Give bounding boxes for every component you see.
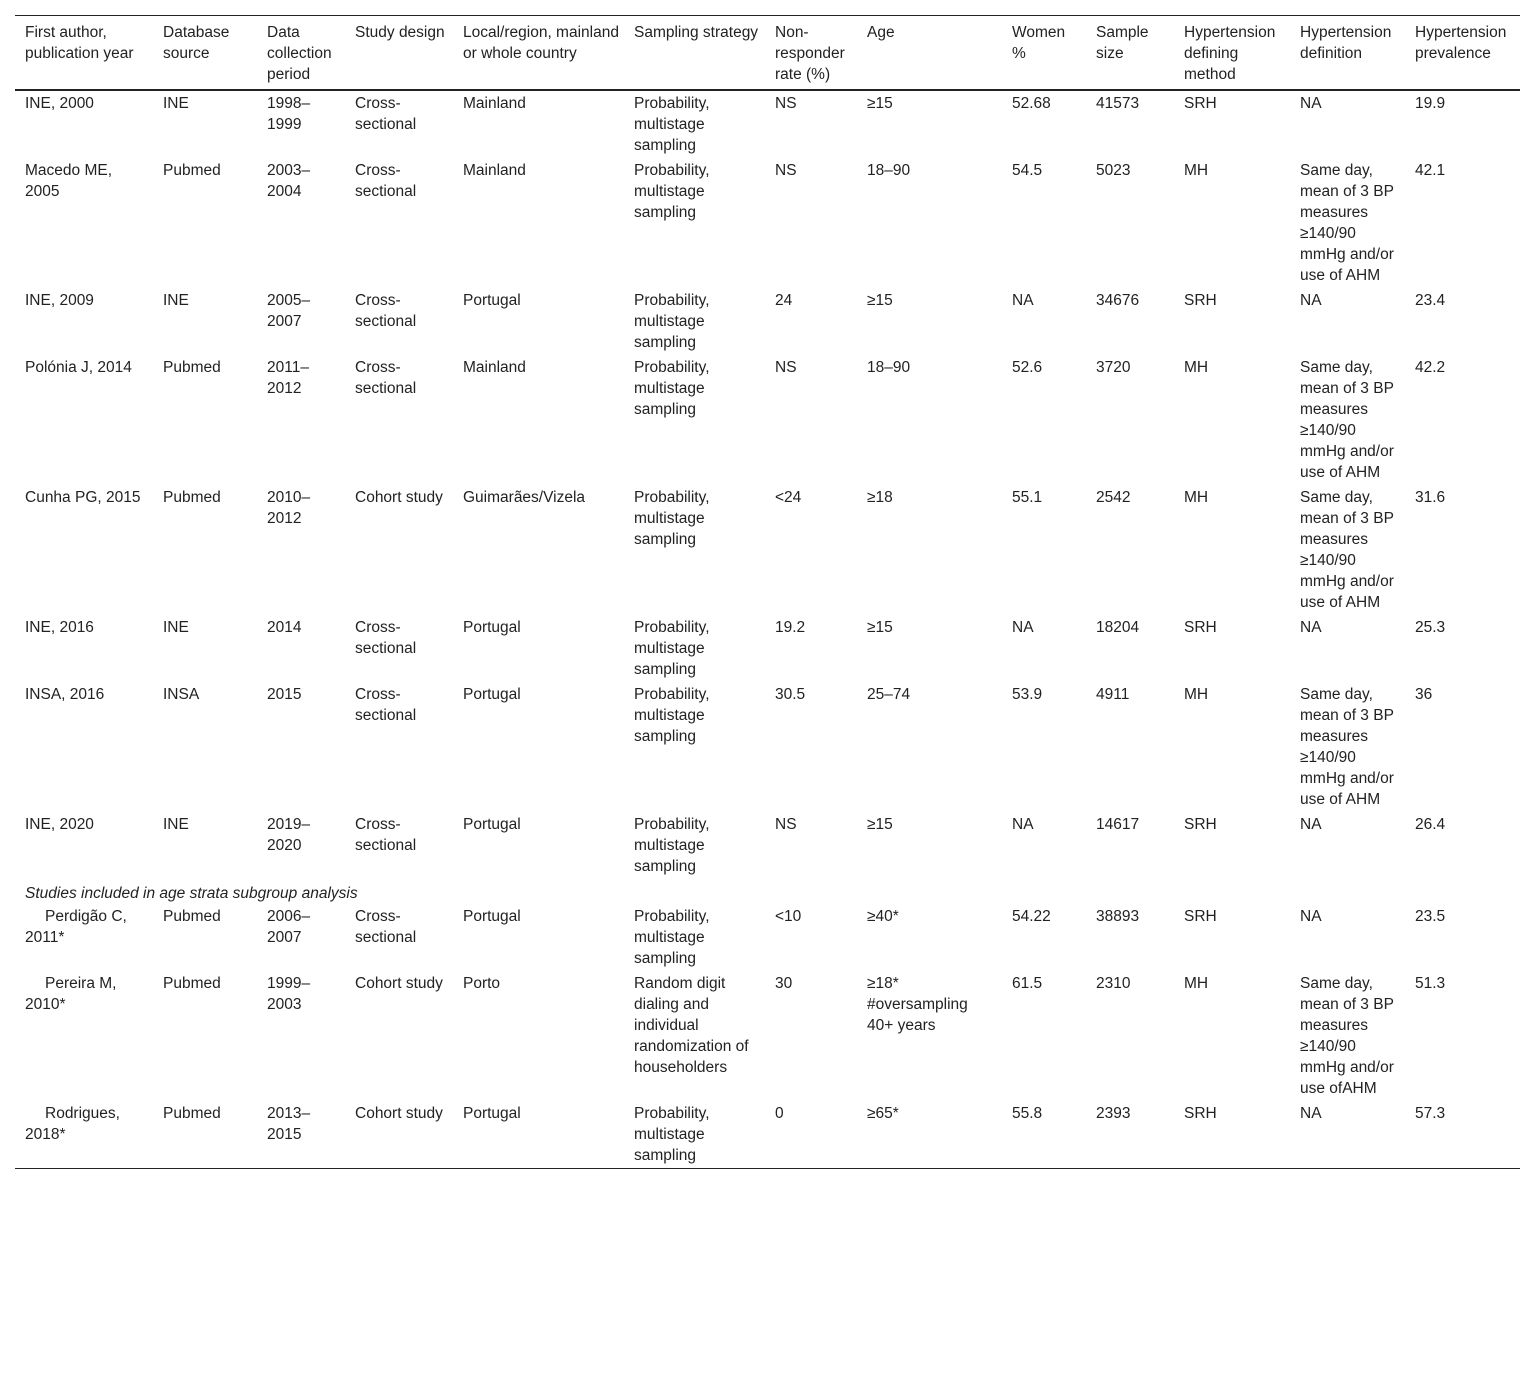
table-cell: <10 — [775, 908, 802, 925]
table-row — [15, 288, 1520, 355]
table-row — [15, 812, 1520, 879]
table-cell: 51.3 — [1415, 975, 1446, 992]
table-cell — [15, 971, 153, 1101]
table-body — [15, 90, 1520, 1169]
table-cell: Cross-sectional — [355, 162, 417, 200]
column-header: Hypertension prevalence — [1415, 24, 1507, 62]
table-cell: Portugal — [463, 1105, 521, 1122]
table-cell: Pubmed — [163, 162, 221, 179]
table-cell: SRH — [1184, 95, 1217, 112]
table-cell: INE, 2000 — [25, 95, 94, 112]
table-cell: Same day, mean of 3 BP measures ≥140/90 mmHg and/or use of AHM — [1300, 359, 1394, 481]
table-cell: Mainland — [463, 162, 526, 179]
table-row — [15, 1101, 1520, 1169]
table-cell: Random digit dialing and individual randomization of householders — [634, 975, 749, 1076]
subgroup-heading-row — [15, 879, 1520, 904]
table-cell: 23.4 — [1415, 292, 1446, 309]
column-header: First author, publication year — [25, 24, 134, 62]
table-cell: NS — [775, 95, 797, 112]
table-cell: INE — [163, 292, 189, 309]
table-row — [15, 485, 1520, 615]
table-cell: Same day, mean of 3 BP measures ≥140/90 mmHg and/or use of AHM — [1300, 686, 1394, 808]
table-cell: Same day, mean of 3 BP measures ≥140/90 mmHg and/or use of AHM — [1300, 489, 1394, 611]
table-cell: Portugal — [463, 619, 521, 636]
subgroup-heading: Studies included in age strata subgroup analysis — [25, 885, 358, 902]
table-cell: ≥65* — [867, 1105, 899, 1122]
table-cell: 0 — [775, 1105, 784, 1122]
table-cell: 55.1 — [1012, 489, 1043, 506]
table-cell: NA — [1300, 292, 1322, 309]
table-cell: NA — [1300, 95, 1322, 112]
table-cell: 1998–1999 — [267, 95, 311, 133]
table-cell: MH — [1184, 975, 1209, 992]
table-cell: 23.5 — [1415, 908, 1446, 925]
table-cell: Probability, multistage sampling — [634, 686, 710, 745]
table-cell: MH — [1184, 359, 1209, 376]
table-cell: 2015 — [267, 686, 302, 703]
table-cell: Mainland — [463, 359, 526, 376]
table-cell: Portugal — [463, 908, 521, 925]
table-row — [15, 615, 1520, 682]
table-cell: Mainland — [463, 95, 526, 112]
table-cell: ≥18* #oversampling 40+ years — [867, 975, 968, 1034]
table-cell: INE, 2020 — [25, 816, 94, 833]
table-cell: 34676 — [1096, 292, 1140, 309]
table-cell: 52.68 — [1012, 95, 1051, 112]
column-header: Sampling strategy — [634, 24, 759, 41]
table-cell: Portugal — [463, 686, 521, 703]
table-cell: 61.5 — [1012, 975, 1043, 992]
column-header: Non-responder rate (%) — [775, 24, 845, 83]
table-cell: Probability, multistage sampling — [634, 489, 710, 548]
table-cell: Cross-sectional — [355, 908, 417, 946]
table-cell: NA — [1300, 1105, 1322, 1122]
column-header: Database source — [163, 24, 230, 62]
table-cell: INSA — [163, 686, 200, 703]
table-cell: INE, 2009 — [25, 292, 94, 309]
table-row — [15, 355, 1520, 485]
table-cell: Cross-sectional — [355, 359, 417, 397]
table-cell: 14617 — [1096, 816, 1140, 833]
column-header: Age — [867, 24, 895, 41]
table-cell: NA — [1012, 292, 1034, 309]
table-cell: Cohort study — [355, 1105, 443, 1122]
table-cell: MH — [1184, 489, 1209, 506]
table-cell: NA — [1012, 816, 1034, 833]
table-cell: SRH — [1184, 816, 1217, 833]
table-cell: Pubmed — [163, 908, 221, 925]
table-cell: Pubmed — [163, 1105, 221, 1122]
table-cell: Cross-sectional — [355, 292, 417, 330]
table-cell: 2014 — [267, 619, 302, 636]
table-cell: 19.2 — [775, 619, 806, 636]
table-cell: 54.5 — [1012, 162, 1043, 179]
table-cell: 3720 — [1096, 359, 1131, 376]
table-cell: NA — [1300, 619, 1322, 636]
table-cell: MH — [1184, 162, 1209, 179]
table-cell: 2013–2015 — [267, 1105, 311, 1143]
studies-table — [15, 15, 1520, 1169]
table-cell: ≥18 — [867, 489, 893, 506]
table-cell: Cross-sectional — [355, 686, 417, 724]
table-cell: 18–90 — [867, 359, 911, 376]
table-cell: 57.3 — [1415, 1105, 1446, 1122]
cell-text: Perdigão C, 2011* — [25, 908, 127, 946]
table-cell: SRH — [1184, 1105, 1217, 1122]
table-cell: Probability, multistage sampling — [634, 619, 710, 678]
table-cell: SRH — [1184, 908, 1217, 925]
table-cell: 30.5 — [775, 686, 806, 703]
table-row — [15, 90, 1520, 158]
table-cell: Cross-sectional — [355, 816, 417, 854]
table-cell: 42.1 — [1415, 162, 1446, 179]
table-cell: Cohort study — [355, 975, 443, 992]
table-cell: 24 — [775, 292, 793, 309]
cell-text: Rodrigues, 2018* — [25, 1105, 120, 1143]
header-row — [15, 16, 1520, 91]
table-cell: Portugal — [463, 292, 521, 309]
table-cell: 54.22 — [1012, 908, 1051, 925]
table-cell: 31.6 — [1415, 489, 1446, 506]
table-cell: 52.6 — [1012, 359, 1043, 376]
table-cell: ≥40* — [867, 908, 899, 925]
table-cell: Cunha PG, 2015 — [25, 489, 141, 506]
table-cell: Pubmed — [163, 359, 221, 376]
table-cell: 2393 — [1096, 1105, 1131, 1122]
table-cell: 42.2 — [1415, 359, 1446, 376]
cell-text: Pereira M, 2010* — [25, 975, 117, 1013]
table-cell: Probability, multistage sampling — [634, 1105, 710, 1164]
table-cell: 2005–2007 — [267, 292, 311, 330]
table-header — [15, 16, 1520, 91]
column-header: Hypertension definition — [1300, 24, 1392, 62]
table-cell: ≥15 — [867, 816, 893, 833]
table-cell: 18204 — [1096, 619, 1140, 636]
table-cell: Polónia J, 2014 — [25, 359, 132, 376]
table-cell: INE, 2016 — [25, 619, 94, 636]
table-cell: 25.3 — [1415, 619, 1446, 636]
table-cell: SRH — [1184, 619, 1217, 636]
table-cell: ≥15 — [867, 619, 893, 636]
table-cell: 41573 — [1096, 95, 1140, 112]
table-cell: Same day, mean of 3 BP measures ≥140/90 mmHg and/or use of AHM — [1300, 162, 1394, 284]
table-cell: 2019–2020 — [267, 816, 311, 854]
table-cell: 19.9 — [1415, 95, 1446, 112]
table-cell: Probability, multistage sampling — [634, 162, 710, 221]
table-cell: 2011–2012 — [267, 359, 309, 397]
table-cell: 2003–2004 — [267, 162, 311, 200]
column-header: Local/region, mainland or whole country — [463, 24, 619, 62]
column-header: Study design — [355, 24, 445, 41]
table-cell: NS — [775, 162, 797, 179]
column-header: Women % — [1012, 24, 1066, 62]
table-cell: 2006–2007 — [267, 908, 311, 946]
table-cell: MH — [1184, 686, 1209, 703]
table-cell: Cohort study — [355, 489, 443, 506]
table-cell: Probability, multistage sampling — [634, 816, 710, 875]
table-cell: INSA, 2016 — [25, 686, 105, 703]
table-row — [15, 682, 1520, 812]
table-cell: 55.8 — [1012, 1105, 1043, 1122]
table-row — [15, 971, 1520, 1101]
table-cell — [15, 904, 153, 971]
table-cell: <24 — [775, 489, 802, 506]
table-cell: 5023 — [1096, 162, 1131, 179]
table-cell: Same day, mean of 3 BP measures ≥140/90 mmHg and/or use ofAHM — [1300, 975, 1394, 1097]
table-row — [15, 904, 1520, 971]
table-cell: Pubmed — [163, 489, 221, 506]
table-cell: Probability, multistage sampling — [634, 359, 710, 418]
table-cell: Portugal — [463, 816, 521, 833]
table-cell: INE — [163, 816, 189, 833]
table-cell — [15, 1101, 153, 1169]
table-cell: NA — [1300, 908, 1322, 925]
table-cell: 53.9 — [1012, 686, 1043, 703]
table-cell: 26.4 — [1415, 816, 1446, 833]
table-cell: NA — [1012, 619, 1034, 636]
table-cell: INE — [163, 95, 189, 112]
column-header: Sample size — [1096, 24, 1149, 62]
table-cell: SRH — [1184, 292, 1217, 309]
table-cell: 18–90 — [867, 162, 911, 179]
table-cell: INE — [163, 619, 189, 636]
table-cell: 2310 — [1096, 975, 1131, 992]
table-cell: ≥15 — [867, 292, 893, 309]
column-header: Hypertension defining method — [1184, 24, 1276, 83]
table-cell: 25–74 — [867, 686, 911, 703]
table-cell: 30 — [775, 975, 793, 992]
table-cell: 36 — [1415, 686, 1433, 703]
table-cell: 4911 — [1096, 686, 1130, 703]
table-cell: NS — [775, 359, 797, 376]
table-cell: ≥15 — [867, 95, 893, 112]
table-cell: 38893 — [1096, 908, 1140, 925]
table-cell: Probability, multistage sampling — [634, 95, 710, 154]
table-cell: Porto — [463, 975, 501, 992]
table-cell: Probability, multistage sampling — [634, 908, 710, 967]
table-cell: Macedo ME, 2005 — [25, 162, 113, 200]
table-cell: 2542 — [1096, 489, 1131, 506]
table-row — [15, 158, 1520, 288]
table-cell: Cross-sectional — [355, 95, 417, 133]
table-cell: NS — [775, 816, 797, 833]
table-cell: Guimarães/Vizela — [463, 489, 586, 506]
table-cell: 1999–2003 — [267, 975, 311, 1013]
table-cell: 2010–2012 — [267, 489, 311, 527]
table-cell: Cross-sectional — [355, 619, 417, 657]
table-cell: Pubmed — [163, 975, 221, 992]
table-cell: NA — [1300, 816, 1322, 833]
column-header: Data collection period — [267, 24, 332, 83]
table-cell: Probability, multistage sampling — [634, 292, 710, 351]
